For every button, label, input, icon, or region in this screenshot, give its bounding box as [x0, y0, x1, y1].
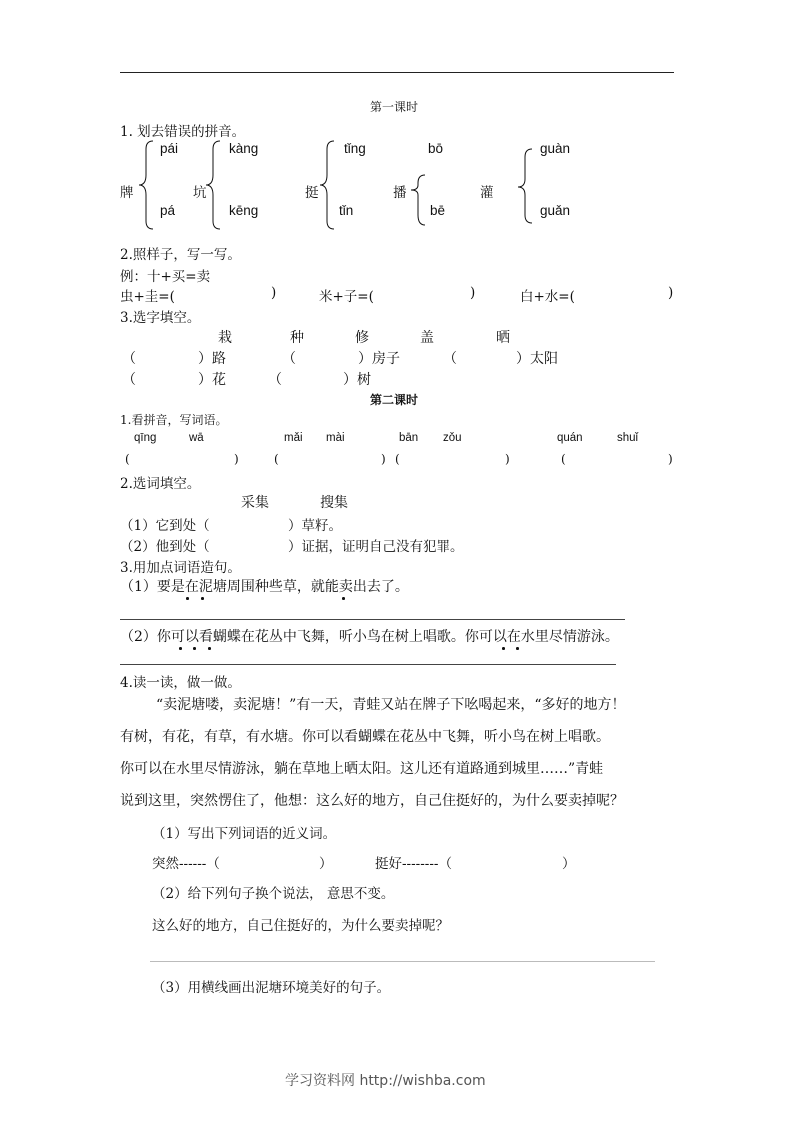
q2-close-1: ): [271, 285, 277, 301]
passage-line-4: 说到这里，突然愣住了，他想：这么好的地方，自己住挺好的，为什么要卖掉呢？: [120, 793, 624, 809]
pinyin-guan3: guǎn: [540, 203, 571, 218]
char-ting: 挺: [305, 185, 319, 201]
q3-blank-open: （: [122, 372, 136, 388]
pinyin-bo: bō: [428, 141, 444, 156]
answer-line: [150, 961, 655, 962]
q3-blank-flower: ）花: [198, 372, 226, 388]
pinyin-pai: pái: [160, 141, 179, 156]
q2-item-1: 虫+圭=(: [120, 289, 175, 305]
l2-q3-title: 3.用加点词语造句。: [120, 560, 241, 576]
l2-q1-paren: ): [668, 452, 673, 466]
l2-q2-title: 2.选词填空。: [120, 476, 201, 492]
l2-q1-paren: (: [395, 452, 400, 466]
pinyin-tin: tǐn: [339, 203, 354, 218]
q3-blank-open: （: [282, 351, 296, 367]
q1-title: 1. 划去错误的拼音。: [120, 124, 246, 140]
q3-option-1: 栽: [218, 330, 232, 346]
emphasis-dot: [186, 597, 189, 600]
q3-blank-open: （: [268, 372, 282, 388]
l2-q2-option-1: 采集: [241, 495, 269, 511]
q3-blank-road: ）路: [198, 351, 226, 367]
pinyin-guan4: guàn: [540, 141, 571, 156]
pinyin-keng: kēng: [229, 203, 259, 218]
char-pai: 牌: [120, 185, 134, 201]
char-bo: 播: [393, 185, 407, 201]
emphasis-dot: [208, 647, 211, 650]
q3-option-4: 盖: [420, 330, 434, 346]
l2-q2-line1-a: （1）它到处（: [120, 518, 210, 534]
l2-q1-paren: ): [505, 452, 510, 466]
q3-blank-open: （: [443, 351, 457, 367]
emphasis-dot: [179, 647, 182, 650]
q3-option-5: 晒: [496, 330, 510, 346]
q2-example: 例：十+买=卖: [120, 269, 211, 285]
l2-q3-sentence-1: （1）要是在泥塘周围种些草，就能卖出去了。: [120, 579, 409, 595]
q4-sub2: （2）给下列句子换个说法， 意思不变。: [152, 886, 395, 902]
l2-pinyin-quan: quán: [557, 432, 583, 444]
l2-q2-line1-b: ）草籽。: [288, 518, 342, 534]
passage-line-3: 你可以在水里尽情游泳，躺在草地上晒太阳。这儿还有道路通到城里……”青蛙: [120, 761, 604, 777]
char-keng: 坑: [193, 185, 207, 201]
q3-blank-tree: ）树: [343, 372, 371, 388]
answer-line: [120, 664, 616, 665]
q3-option-2: 种: [290, 330, 304, 346]
q4-syn1-b: ）: [319, 856, 333, 872]
l2-q1-paren: ): [234, 452, 239, 466]
q2-item-3: 白+水=(: [520, 289, 575, 305]
q3-title: 3.选字填空。: [120, 310, 201, 326]
lesson2-title: 第二课时: [370, 393, 419, 407]
pinyin-ting: tǐng: [344, 141, 366, 156]
l2-pinyin-mai4: mài: [326, 432, 345, 444]
l2-pinyin-qing: qīng: [134, 432, 157, 444]
q2-close-2: ): [470, 285, 476, 301]
emphasis-dot: [193, 647, 196, 650]
answer-line: [120, 619, 625, 620]
header-rule: [120, 72, 674, 73]
l2-pinyin-zou: zǒu: [443, 432, 462, 444]
l2-q2-option-2: 搜集: [320, 495, 348, 511]
l2-q1-title: 1.看拼音，写词语。: [120, 413, 228, 427]
l2-pinyin-mai3: mǎi: [284, 432, 303, 444]
q2-item-2: 米+子=(: [319, 289, 374, 305]
l2-q1-paren: (: [561, 452, 566, 466]
l2-pinyin-wa: wā: [189, 432, 204, 444]
q2-close-3: ): [668, 285, 674, 301]
emphasis-dot: [502, 647, 505, 650]
q4-syn2-a: 挺好--------（: [375, 856, 452, 872]
q2-title: 2.照样子，写一写。: [120, 247, 241, 263]
q3-blank-sun: ）太阳: [516, 351, 558, 367]
char-guan: 灌: [480, 185, 494, 201]
l2-q4-title: 4.读一读，做一做。: [120, 675, 241, 691]
q3-option-3: 修: [355, 330, 369, 346]
footer-watermark: 学习资料网 http://wishba.com: [285, 1073, 486, 1089]
l2-q2-line2-b: ）证据，证明自己没有犯罪。: [288, 539, 464, 555]
pinyin-pa: pá: [160, 203, 176, 218]
q3-blank-open: （: [122, 351, 136, 367]
q4-sub1: （1）写出下列词语的近义词。: [152, 826, 337, 842]
l2-pinyin-ban: bān: [399, 432, 419, 444]
q4-sentence: 这么好的地方，自己住挺好的，为什么要卖掉呢？: [152, 918, 449, 934]
q4-sub3: （3）用横线画出泥塘环境美好的句子。: [152, 980, 391, 996]
l2-q1-paren: ): [381, 452, 386, 466]
q4-syn2-b: ）: [562, 856, 576, 872]
q3-blank-house: ）房子: [358, 351, 400, 367]
l2-pinyin-shui: shuǐ: [617, 432, 639, 444]
emphasis-dot: [516, 647, 519, 650]
l2-q2-line2-a: （2）他到处（: [120, 539, 210, 555]
l2-q1-paren: (: [125, 452, 130, 466]
pinyin-kang: kàng: [229, 141, 259, 156]
emphasis-dot: [201, 597, 204, 600]
q4-syn1-a: 突然------（: [152, 856, 220, 872]
passage-line-1: “卖泥塘喽，卖泥塘！”有一天，青蛙又站在牌子下吆喝起来，“多好的地方！: [156, 697, 626, 713]
l2-q3-sentence-2: （2）你可以看蝴蝶在花丛中飞舞，听小鸟在树上唱歌。你可以在水里尽情游泳。: [120, 629, 619, 645]
passage-line-2: 有树，有花，有草，有水塘。你可以看蝴蝶在花丛中飞舞，听小鸟在树上唱歌。: [120, 729, 610, 745]
emphasis-dot: [342, 597, 345, 600]
l2-q1-paren: (: [274, 452, 279, 466]
lesson1-title: 第一课时: [370, 100, 419, 114]
pinyin-be: bē: [430, 203, 446, 218]
